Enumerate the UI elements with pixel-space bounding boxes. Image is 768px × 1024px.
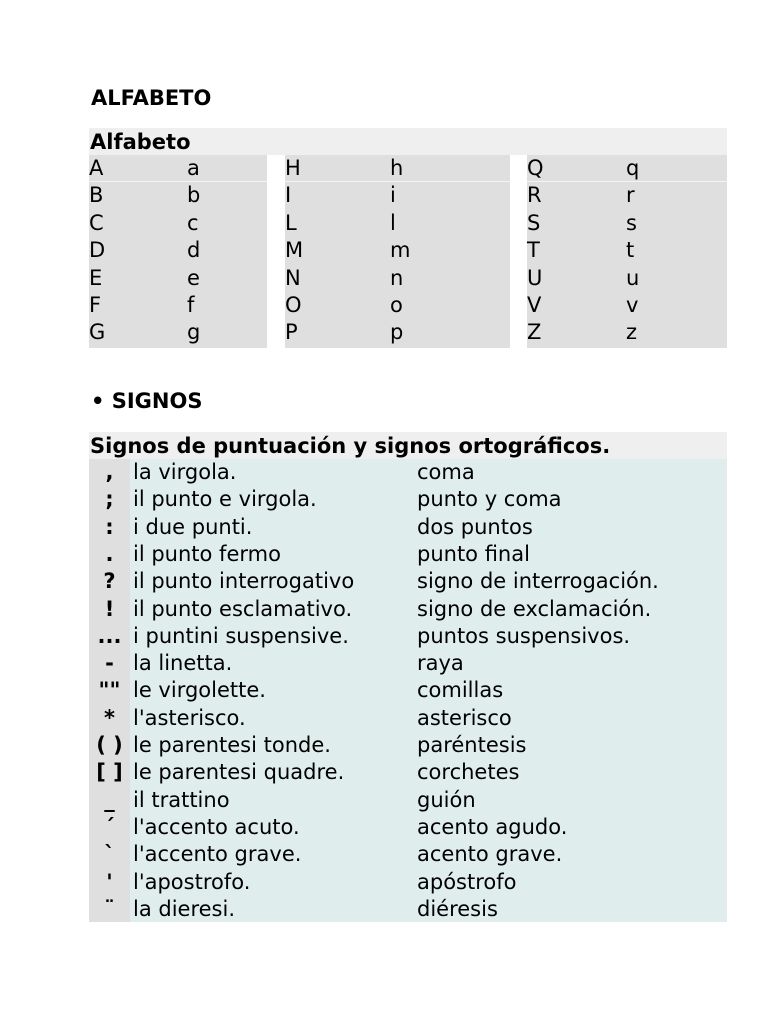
sign-spanish-name: acento agudo. bbox=[417, 814, 568, 839]
alphabet-letter: d bbox=[187, 238, 201, 263]
sign-row bbox=[89, 568, 727, 595]
sign-symbol: ´ bbox=[104, 814, 115, 839]
alphabet-letter: D bbox=[89, 238, 106, 263]
sign-italian-name: l'accento acuto. bbox=[133, 814, 300, 839]
alphabet-letter: V bbox=[527, 292, 542, 317]
alphabet-letter: u bbox=[626, 265, 640, 290]
signs-table-title: Signos de puntuación y signos ortográficos. bbox=[89, 432, 727, 459]
sign-symbol: _ bbox=[104, 787, 115, 812]
sign-italian-name: la linetta. bbox=[133, 651, 233, 676]
sign-italian-name: il punto fermo bbox=[133, 541, 281, 566]
alphabet-table bbox=[89, 128, 727, 348]
alphabet-letter: f bbox=[187, 292, 195, 317]
sign-symbol: ; bbox=[105, 487, 114, 512]
sign-spanish-name: signo de exclamación. bbox=[417, 596, 652, 621]
sign-spanish-name: coma bbox=[417, 460, 475, 484]
sign-row bbox=[89, 896, 727, 923]
sign-italian-name: il punto esclamativo. bbox=[133, 596, 353, 621]
alphabet-letter: P bbox=[285, 320, 298, 345]
sign-spanish-name: punto final bbox=[417, 541, 530, 566]
sign-symbol: ¨ bbox=[104, 896, 115, 921]
alphabet-letter: o bbox=[390, 292, 403, 317]
sign-italian-name: l'accento grave. bbox=[133, 842, 302, 867]
sign-symbol: ... bbox=[97, 623, 122, 648]
alphabet-letter: l bbox=[390, 210, 396, 235]
sign-symbol: ? bbox=[103, 569, 116, 594]
sign-spanish-name: raya bbox=[417, 651, 464, 676]
alphabet-letter: t bbox=[626, 238, 635, 263]
alphabet-letter: N bbox=[285, 265, 301, 290]
sign-spanish-name: comillas bbox=[417, 678, 504, 703]
sign-symbol: ' bbox=[106, 869, 113, 894]
sign-row bbox=[89, 650, 727, 677]
alphabet-letter: M bbox=[285, 238, 304, 263]
alphabet-letter: g bbox=[187, 320, 201, 345]
sign-italian-name: il trattino bbox=[133, 787, 230, 812]
sign-spanish-name: corchetes bbox=[417, 760, 520, 785]
alphabet-letter: O bbox=[285, 292, 302, 317]
alphabet-uppercase-column bbox=[89, 155, 187, 348]
alphabet-letter: h bbox=[390, 155, 510, 182]
sign-symbol: [ ] bbox=[96, 760, 123, 785]
sign-symbol: "" bbox=[98, 678, 121, 703]
alphabet-letter: n bbox=[390, 265, 404, 290]
alphabet-letter: U bbox=[527, 265, 543, 290]
sign-symbol: ( ) bbox=[96, 733, 123, 757]
signs-table-body bbox=[89, 459, 727, 922]
alphabet-letter: B bbox=[89, 183, 104, 208]
alphabet-letter: H bbox=[285, 155, 390, 182]
sign-row bbox=[89, 759, 727, 786]
alphabet-lowercase-column bbox=[187, 155, 267, 348]
sign-italian-name: il punto interrogativo bbox=[133, 569, 355, 594]
sign-row bbox=[89, 732, 727, 759]
sign-italian-name: le virgolette. bbox=[133, 678, 266, 703]
alphabet-letter: b bbox=[187, 183, 201, 208]
alphabet-letter: s bbox=[626, 210, 637, 235]
sign-row bbox=[89, 869, 727, 896]
sign-row bbox=[89, 841, 727, 868]
alphabet-letter: e bbox=[187, 265, 200, 290]
sign-row bbox=[89, 705, 727, 732]
alphabet-lowercase-column bbox=[626, 155, 727, 348]
alphabet-letter: Q bbox=[527, 155, 626, 182]
alphabet-letter: T bbox=[527, 238, 540, 263]
sign-row bbox=[89, 459, 727, 486]
alphabet-letter: E bbox=[89, 265, 103, 290]
alphabet-letter: C bbox=[89, 210, 104, 235]
sign-spanish-name: punto y coma bbox=[417, 487, 562, 512]
alphabet-letter: R bbox=[527, 183, 542, 208]
alphabet-letter: I bbox=[285, 183, 292, 208]
sign-symbol: * bbox=[104, 705, 115, 730]
sign-symbol: ` bbox=[104, 842, 115, 867]
alphabet-table-body bbox=[89, 155, 727, 348]
sign-spanish-name: diéresis bbox=[417, 896, 498, 921]
sign-spanish-name: guión bbox=[417, 787, 476, 812]
sign-spanish-name: dos puntos bbox=[417, 514, 533, 539]
sign-row bbox=[89, 514, 727, 541]
sign-italian-name: il punto e virgola. bbox=[133, 487, 317, 512]
alphabet-letter: F bbox=[89, 292, 102, 317]
sign-spanish-name: puntos suspensivos. bbox=[417, 623, 631, 648]
alphabet-letter: i bbox=[390, 183, 396, 208]
sign-spanish-name: apóstrofo bbox=[417, 869, 517, 894]
sign-spanish-name: asterisco bbox=[417, 705, 512, 730]
alphabet-letter: q bbox=[626, 155, 727, 182]
alphabet-letter: A bbox=[89, 155, 187, 182]
sign-row bbox=[89, 623, 727, 650]
signs-heading: • SIGNOS bbox=[91, 389, 203, 413]
sign-italian-name: i puntini suspensive. bbox=[133, 623, 349, 648]
alphabet-letter: v bbox=[626, 292, 639, 317]
alphabet-letter: r bbox=[626, 183, 635, 208]
sign-row bbox=[89, 596, 727, 623]
alphabet-letter: Z bbox=[527, 320, 542, 345]
sign-italian-name: la virgola. bbox=[133, 460, 237, 484]
alphabet-letter: S bbox=[527, 210, 541, 235]
sign-row bbox=[89, 787, 727, 814]
sign-spanish-name: paréntesis bbox=[417, 733, 527, 757]
sign-symbol: . bbox=[105, 541, 114, 566]
alphabet-uppercase-column bbox=[527, 155, 626, 348]
alphabet-heading: ALFABETO bbox=[91, 86, 212, 110]
alphabet-letter: G bbox=[89, 320, 106, 345]
alphabet-letter: L bbox=[285, 210, 297, 235]
sign-italian-name: i due punti. bbox=[133, 514, 253, 539]
alphabet-lowercase-column bbox=[390, 155, 510, 348]
alphabet-uppercase-column bbox=[285, 155, 390, 348]
alphabet-letter: m bbox=[390, 238, 411, 263]
sign-symbol: ! bbox=[104, 596, 115, 621]
sign-symbol: : bbox=[105, 514, 114, 539]
alphabet-letter: z bbox=[626, 320, 638, 345]
sign-spanish-name: signo de interrogación. bbox=[417, 569, 659, 594]
sign-symbol: , bbox=[105, 460, 114, 484]
alphabet-letter: c bbox=[187, 210, 199, 235]
alphabet-table-title: Alfabeto bbox=[89, 128, 727, 155]
alphabet-letter: a bbox=[187, 155, 267, 182]
sign-spanish-name: acento grave. bbox=[417, 842, 563, 867]
sign-row bbox=[89, 541, 727, 568]
sign-row bbox=[89, 814, 727, 841]
sign-symbol: - bbox=[105, 651, 114, 676]
sign-italian-name: le parentesi tonde. bbox=[133, 733, 331, 757]
sign-row bbox=[89, 486, 727, 513]
signs-table bbox=[89, 432, 727, 922]
sign-italian-name: l'apostrofo. bbox=[133, 869, 251, 894]
alphabet-letter: p bbox=[390, 320, 404, 345]
sign-italian-name: l'asterisco. bbox=[133, 705, 246, 730]
sign-row bbox=[89, 677, 727, 704]
sign-italian-name: la dieresi. bbox=[133, 896, 236, 921]
sign-italian-name: le parentesi quadre. bbox=[133, 760, 345, 785]
